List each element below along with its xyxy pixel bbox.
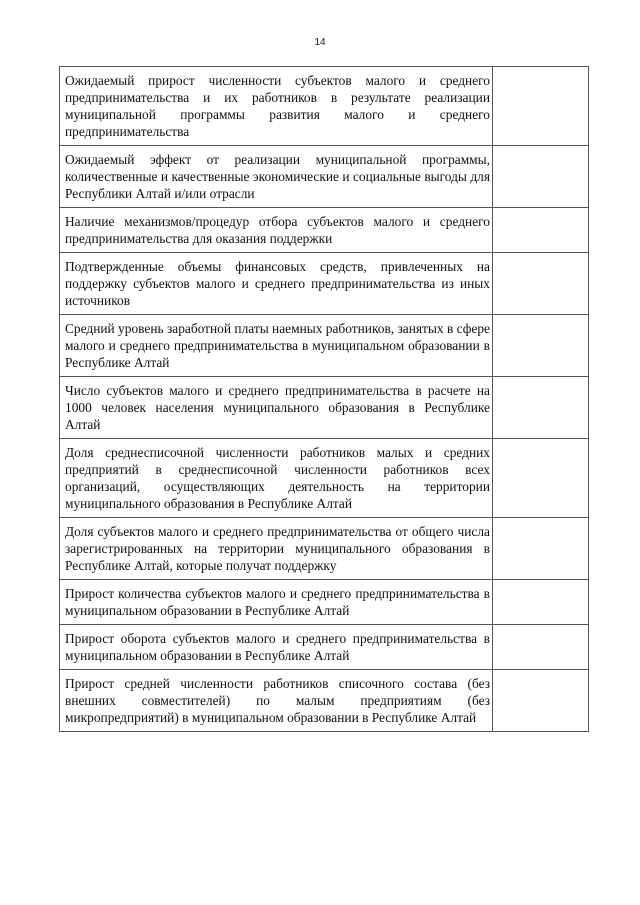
indicator-value-cell[interactable]	[493, 377, 589, 439]
indicator-value-cell[interactable]	[493, 146, 589, 208]
indicator-text: Подтвержденные объемы финансовых средств, привлеченных на поддержку субъектов малого и среднего предпринимательства из иных источников	[60, 253, 493, 315]
indicator-text: Прирост оборота субъектов малого и среднего предпринимательства в муниципальном образовании в Республике Алтай	[60, 625, 493, 670]
table-row	[60, 439, 589, 518]
table-row	[60, 377, 589, 439]
table-row	[60, 518, 589, 580]
indicator-text: Доля субъектов малого и среднего предпринимательства от общего числа зарегистрированных на территории муниципального образования в Республике Алтай, которые получат поддержку	[60, 518, 493, 580]
table-row	[60, 580, 589, 625]
table-row	[60, 67, 589, 146]
indicator-value-cell[interactable]	[493, 439, 589, 518]
indicator-text: Число субъектов малого и среднего предпринимательства в расчете на 1000 человек населения муниципального образования в Республике Алтай	[60, 377, 493, 439]
indicator-value-cell[interactable]	[493, 625, 589, 670]
table-row	[60, 146, 589, 208]
indicator-value-cell[interactable]	[493, 253, 589, 315]
indicator-value-cell[interactable]	[493, 315, 589, 377]
indicator-text: Ожидаемый эффект от реализации муниципальной программы, количественные и качественные экономические и социальные выгоды для Республики Алтай и/или отрасли	[60, 146, 493, 208]
page-number: 14	[314, 37, 326, 48]
indicator-text: Прирост средней численности работников списочного состава (без внешних совместителей) по малым предприятиям (без микропредприятий) в муниципальном образовании в Республике Алтай	[60, 670, 493, 732]
indicator-text: Ожидаемый прирост численности субъектов малого и среднего предпринимательства и их работников в результате реализации муниципальной программы развития малого и среднего предпринимательства	[60, 67, 493, 146]
table-row	[60, 253, 589, 315]
indicator-value-cell[interactable]	[493, 670, 589, 732]
indicator-value-cell[interactable]	[493, 67, 589, 146]
table-row	[60, 208, 589, 253]
indicator-value-cell[interactable]	[493, 518, 589, 580]
indicator-value-cell[interactable]	[493, 580, 589, 625]
table-row	[60, 625, 589, 670]
indicators-table	[59, 66, 589, 732]
table-row	[60, 315, 589, 377]
indicator-text: Наличие механизмов/процедур отбора субъектов малого и среднего предпринимательства для оказания поддержки	[60, 208, 493, 253]
indicator-text: Доля среднесписочной численности работников малых и средних предприятий в среднесписочной численности работников всех организаций, осуществляющих деятельность на территории муниципального образования в Республике Алтай	[60, 439, 493, 518]
indicator-value-cell[interactable]	[493, 208, 589, 253]
table-row	[60, 670, 589, 732]
indicator-text: Прирост количества субъектов малого и среднего предпринимательства в муниципальном образовании в Республике Алтай	[60, 580, 493, 625]
indicator-text: Средний уровень заработной платы наемных работников, занятых в сфере малого и среднего предпринимательства в муниципальном образовании в Республике Алтай	[60, 315, 493, 377]
